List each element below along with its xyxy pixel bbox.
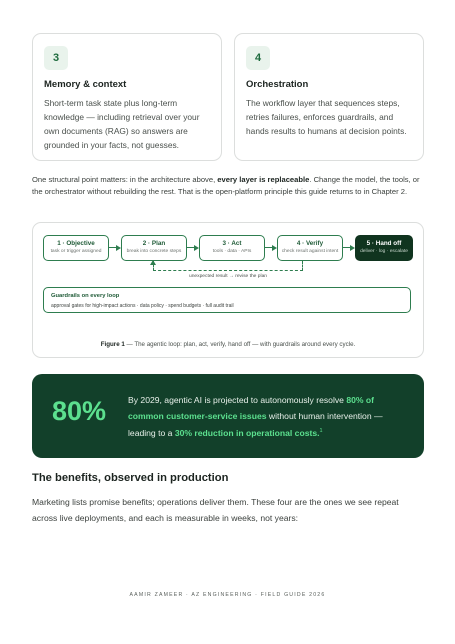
paragraph-emphasis: every layer is replaceable <box>217 175 310 184</box>
big-stat: 80% <box>52 396 107 426</box>
callout-span: without human intervention — leading to a <box>128 410 383 438</box>
paragraph-text: . Change the model, the tools, or the orchestrator without rebuilding the rest. That is the open-platform principle this guide returns to in Chapter 2. <box>32 175 420 196</box>
callout-span: By 2029, agentic AI is projected to autonomously resolve <box>128 395 347 405</box>
card-title: Orchestration <box>246 79 309 90</box>
guardrails-subtitle: approval gates for high-impact actions · data policy · spend budgets · full audit trail <box>51 303 234 309</box>
step-title: 5 · Hand off <box>366 240 402 247</box>
guardrails-title: Guardrails on every loop <box>51 293 120 299</box>
section-heading: The benefits, observed in production <box>32 472 229 484</box>
page-footer: AAMIR ZAMEER · AZ ENGINEERING · FIELD GUIDE 2026 <box>129 592 326 598</box>
step-subtitle: check result against intent <box>281 249 339 254</box>
step-title: 3 · Act <box>222 240 242 247</box>
figure-caption <box>33 341 423 348</box>
step-title: 4 · Verify <box>296 240 324 247</box>
guardrails-box <box>43 287 411 313</box>
step-hand-off <box>355 235 413 261</box>
card-number-badge: 3 <box>44 46 68 70</box>
step-subtitle: task or trigger assigned <box>50 249 102 254</box>
arrow-right-icon <box>109 247 121 249</box>
step-objective <box>43 235 109 261</box>
feature-cards <box>32 33 424 161</box>
card-body: The workflow layer that sequences steps, retries failures, enforces guardrails, and hands results to humans at decision points. <box>246 98 407 136</box>
caption-text: — The agentic loop: plan, act, verify, hand off — with guardrails around every cycle. <box>124 341 356 348</box>
arrow-right-icon <box>187 247 199 249</box>
step-plan <box>121 235 187 261</box>
callout-text <box>128 393 410 441</box>
step-verify <box>277 235 343 261</box>
footnote-marker[interactable]: 1 <box>319 428 323 434</box>
arrow-right-icon <box>265 247 277 249</box>
card-title: Memory & context <box>44 79 127 90</box>
arrow-right-icon <box>343 247 355 249</box>
feedback-loop-line <box>153 261 303 271</box>
agentic-loop-figure <box>32 222 424 358</box>
step-title: 1 · Objective <box>57 240 95 247</box>
card-memory-context <box>32 33 222 161</box>
stat-callout <box>32 374 424 458</box>
step-subtitle: tools · data · APIs <box>212 249 252 254</box>
step-subtitle: break into concrete steps <box>126 249 182 254</box>
loop-label: unexpected result → revise the plan <box>188 274 268 279</box>
caption-label: Figure 1 <box>100 341 125 348</box>
callout-highlight: 80% of common customer-service issues <box>128 395 375 421</box>
arrow-up-icon <box>150 260 156 265</box>
step-act <box>199 235 265 261</box>
section-body: Marketing lists promise benefits; operations deliver them. These four are the ones we see repeat across live deployments, and each is measurable in weeks, not years: <box>32 497 399 523</box>
callout-highlight: 30% reduction in operational costs. <box>174 427 320 438</box>
card-number-badge: 4 <box>246 46 270 70</box>
step-subtitle: deliver · log · escalate <box>360 249 408 254</box>
step-title: 2 · Plan <box>142 240 166 247</box>
paragraph-text: One structural point matters: in the architecture above, <box>32 175 218 184</box>
card-body: Short-term task state plus long-term knowledge — including retrieval over your own documents (RAG) so answers are grounded in your facts, not guesses. <box>44 98 200 150</box>
card-orchestration <box>234 33 424 161</box>
architecture-paragraph <box>32 174 424 198</box>
